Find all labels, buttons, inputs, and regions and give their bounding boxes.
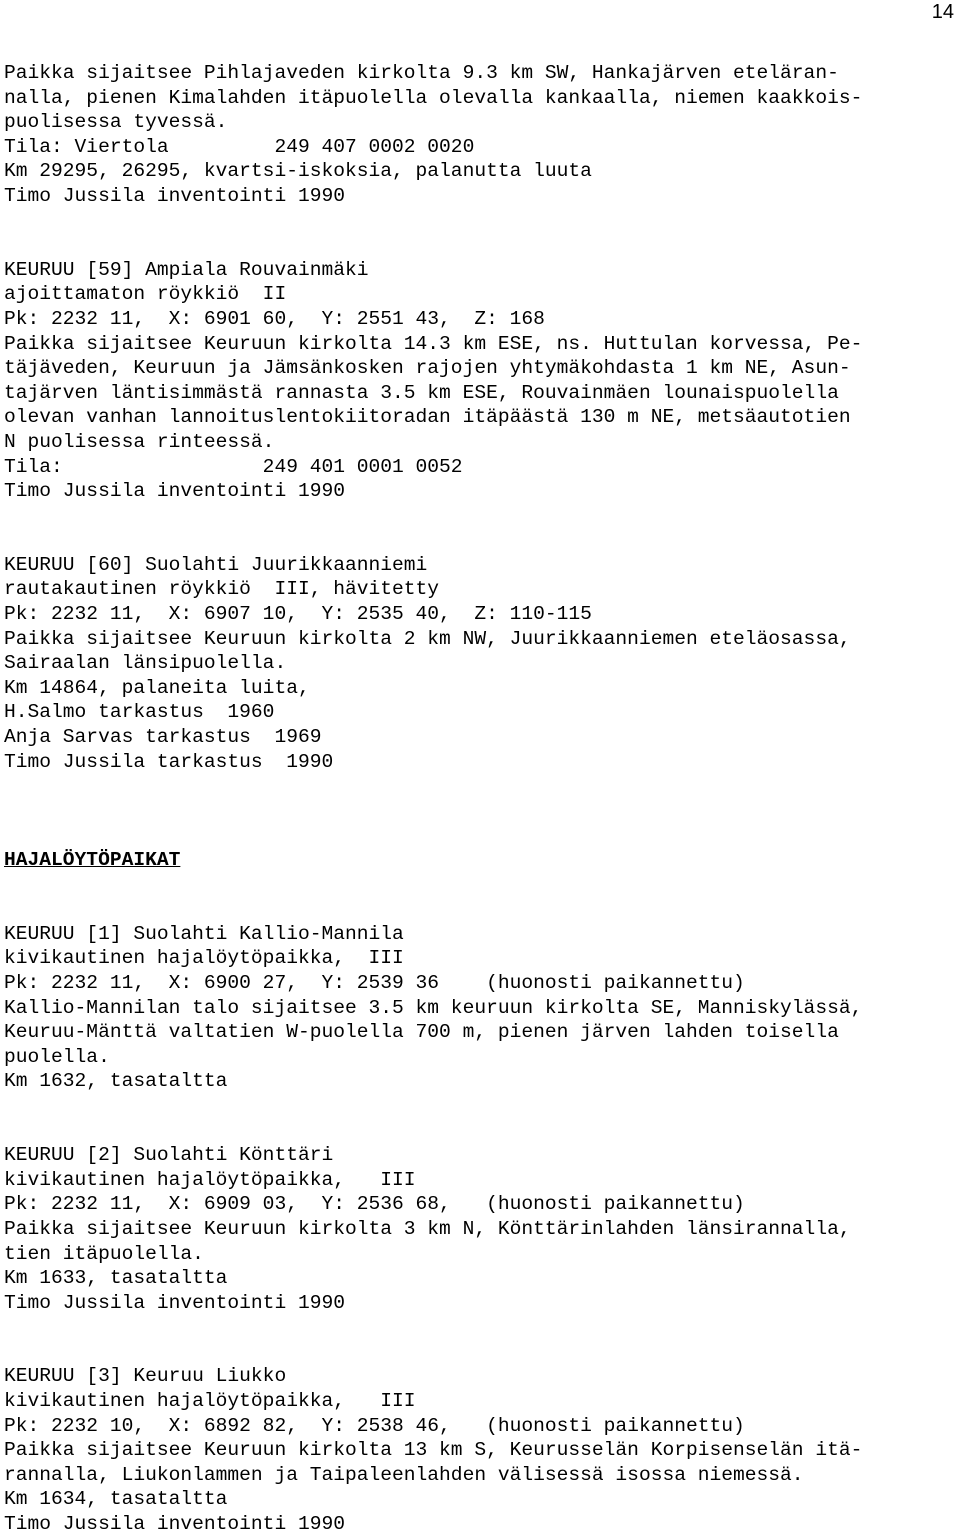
text-line: puolisessa tyvessä. [4,111,228,134]
text-line: Km 1633, tasataltta [4,1267,228,1290]
text-line: kivikautinen hajalöytöpaikka, III [4,1168,416,1191]
text-line: Paikka sijaitsee Keuruun kirkolta 14.3 km ESE, ns. Huttulan korvessa, Pe- [4,332,863,355]
text-line: olevan vanhan lannoituslentokiitoradan itäpäästä 130 m NE, metsäautotien [4,406,851,429]
entry-title: KEURUU [60] Suolahti Juurikkaanniemi [4,553,428,576]
text-line: rautakautinen röykkiö III, hävitetty [4,578,440,601]
text-line: tien itäpuolella. [4,1242,204,1265]
text-line: kivikautinen hajalöytöpaikka, III [4,947,404,970]
text-line: Keuruu-Mänttä valtatien W-puolella 700 m, pienen järven lahden toisella [4,1021,839,1044]
text-line: Pk: 2232 11, X: 6900 27, Y: 2539 36 (huonosti paikannettu) [4,971,745,994]
find-keuruu-3 [4,1364,956,1536]
text-line: Km 14864, palaneita luita, [4,676,310,699]
entry-title: KEURUU [2] Suolahti Könttäri [4,1144,334,1167]
document-body [4,61,956,1537]
text-line: tajärven läntisimmästä rannasta 3.5 km ESE, Rouvainmäen lounaispuolella [4,381,839,404]
text-line: nalla, pienen Kimalahden itäpuolella olevalla kankaalla, niemen kaakkois- [4,86,863,109]
text-line: puolella. [4,1045,110,1068]
find-keuruu-1 [4,922,956,1094]
text-line: Paikka sijaitsee Keuruun kirkolta 13 km S, Keurusselän Korpisenselän itä- [4,1439,863,1462]
find-keuruu-2 [4,1143,956,1315]
section-heading: HAJALÖYTÖPAIKAT [4,849,181,872]
text-line: Timo Jussila inventointi 1990 [4,1291,345,1314]
text-line: Timo Jussila inventointi 1990 [4,184,345,207]
text-line: Timo Jussila tarkastus 1990 [4,750,334,773]
page-number: 14 [931,1,954,23]
text-line: Pk: 2232 11, X: 6909 03, Y: 2536 68, (huonosti paikannettu) [4,1193,745,1216]
text-line: N puolisessa rinteessä. [4,430,275,453]
intro-section [4,61,956,209]
text-line: Anja Sarvas tarkastus 1969 [4,726,322,749]
text-line: Tila: Viertola 249 407 0002 0020 [4,135,475,158]
text-line: Paikka sijaitsee Keuruun kirkolta 2 km NW, Juurikkaanniemen eteläosassa, [4,627,851,650]
text-line: Timo Jussila inventointi 1990 [4,1513,345,1536]
entry-title: KEURUU [59] Ampiala Rouvainmäki [4,258,369,281]
text-line: Paikka sijaitsee Pihlajaveden kirkolta 9.3 km SW, Hankajärven eteläran- [4,62,839,84]
text-line: Km 1632, tasataltta [4,1070,228,1093]
text-line: H.Salmo tarkastus 1960 [4,701,275,724]
text-line: Paikka sijaitsee Keuruun kirkolta 3 km N, Könttärinlahden länsirannalla, [4,1217,851,1240]
text-line: Tila: 249 401 0001 0052 [4,455,463,478]
text-line: kivikautinen hajalöytöpaikka, III [4,1390,416,1413]
text-line: ajoittamaton röykkiö II [4,283,287,306]
text-line: rannalla, Liukonlammen ja Taipaleenlahden välisessä isossa niemessä. [4,1463,804,1486]
text-line: Pk: 2232 11, X: 6901 60, Y: 2551 43, Z: 168 [4,307,545,330]
entry-title: KEURUU [1] Suolahti Kallio-Mannila [4,922,404,945]
entry-keuruu-59 [4,258,956,504]
text-line: Pk: 2232 11, X: 6907 10, Y: 2535 40, Z: 110-115 [4,603,592,626]
entry-title: KEURUU [3] Keuruu Liukko [4,1365,287,1388]
text-line: Kallio-Mannilan talo sijaitsee 3.5 km keuruun kirkolta SE, Manniskylässä, [4,996,863,1019]
entry-keuruu-60 [4,553,956,774]
text-line: Pk: 2232 10, X: 6892 82, Y: 2538 46, (huonosti paikannettu) [4,1414,745,1437]
text-line: Sairaalan länsipuolella. [4,652,287,675]
text-line: Km 1634, tasataltta [4,1488,228,1511]
text-line: täjäveden, Keuruun ja Jämsänkosken rajojen yhtymäkohdasta 1 km NE, Asun- [4,357,851,380]
text-line: Km 29295, 26295, kvartsi-iskoksia, palanutta luuta [4,160,592,183]
text-line: Timo Jussila inventointi 1990 [4,480,345,503]
